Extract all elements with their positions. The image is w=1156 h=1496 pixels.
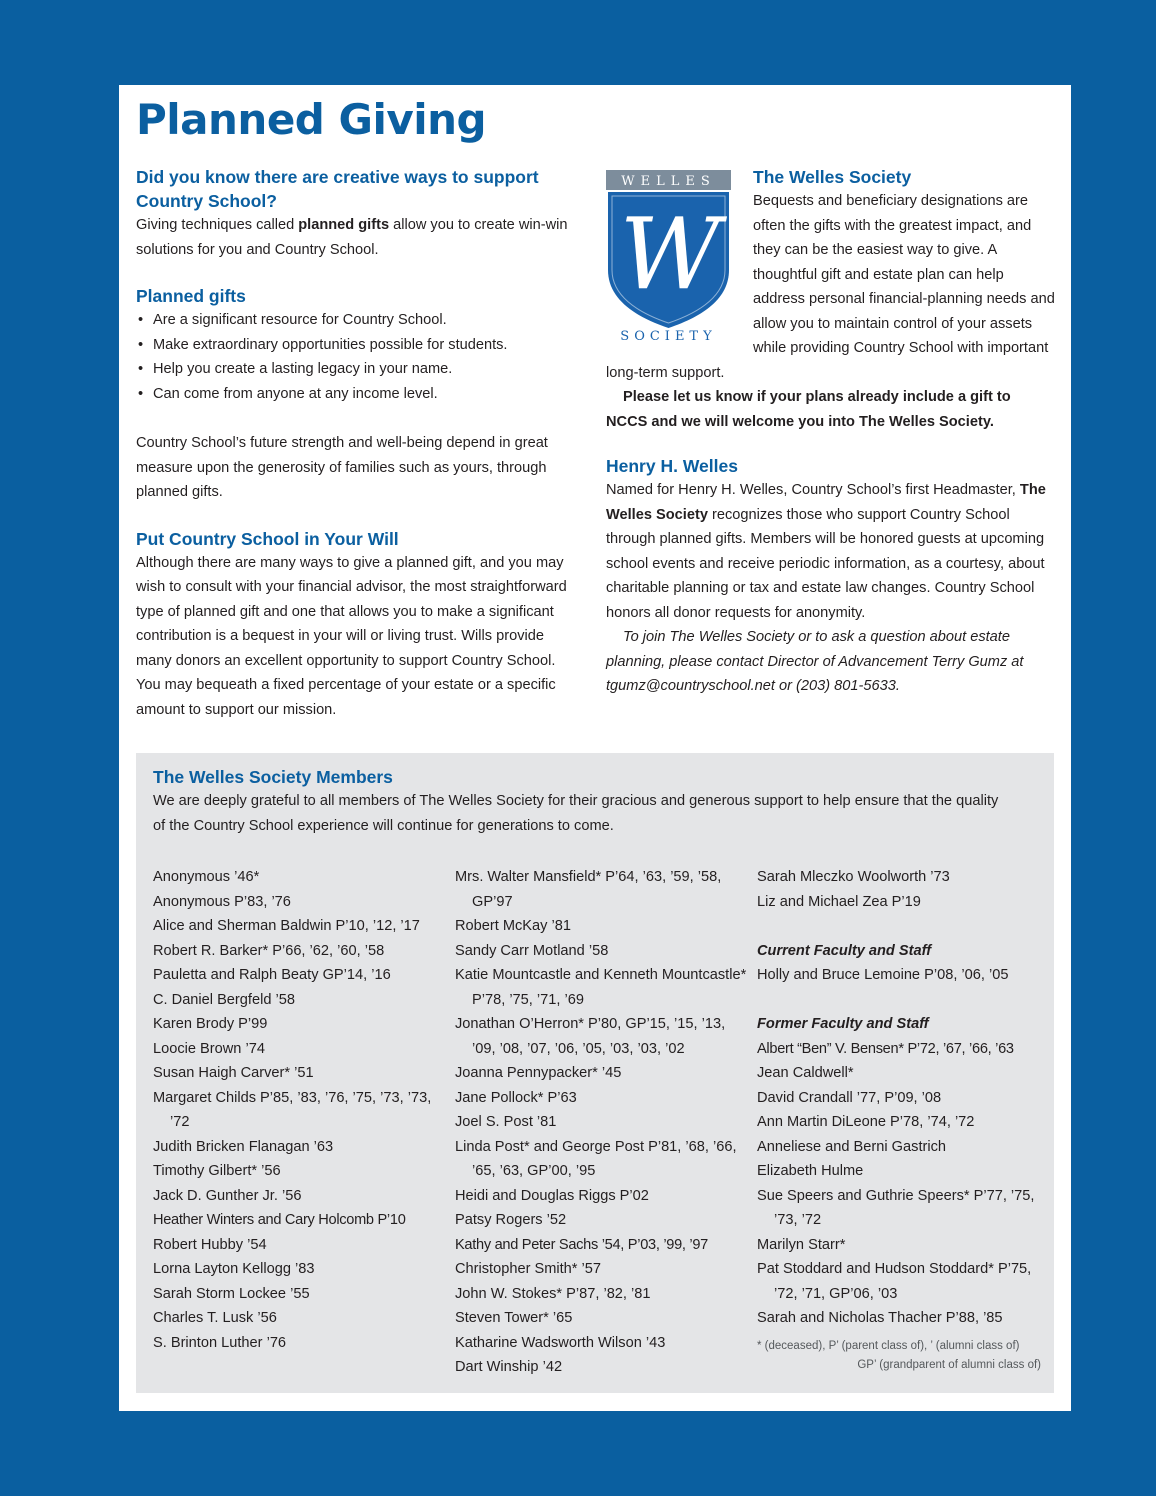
member-entry: Anonymous ’46* — [153, 869, 260, 885]
member-entry: Christopher Smith* ’57 — [455, 1261, 602, 1277]
intro-paragraph — [136, 213, 581, 262]
intro-heading: Did you know there are creative ways to support Country School? — [136, 167, 539, 211]
intro-text: Giving techniques called — [136, 217, 299, 233]
member-entry: Margaret Childs P’85, ’83, ’76, ’75, ’73, ’73, ’72 — [153, 1089, 432, 1130]
member-entry: Charles T. Lusk ’56 — [153, 1310, 277, 1326]
members-column-1 — [153, 865, 448, 1355]
member-entry: Jean Caldwell* — [757, 1065, 854, 1081]
right-column — [606, 165, 1056, 699]
henry-welles-heading: Henry H. Welles — [606, 456, 738, 476]
member-entry: Susan Haigh Carver* ’51 — [153, 1065, 314, 1081]
list-item: • Can come from anyone at any income level. — [136, 382, 581, 407]
member-entry: Mrs. Walter Mansfield* P’64, ’63, ’59, ’58, GP’97 — [455, 869, 722, 910]
member-entry: Robert R. Barker* P’66, ’62, ’60, ’58 — [153, 942, 385, 959]
page — [119, 85, 1071, 1411]
footnote-line: * (deceased), P’ (parent class of), ’ (alumni class of) — [757, 1339, 1020, 1352]
henry-text-end: recognizes those who support Country School through planned gifts. Members will be honored guests at upcoming school events and receive periodic information, as a courtesy, about charitable planning or tax and estate law changes. Country School honors all donor requests for anonymity. — [606, 506, 1045, 621]
member-entry: Lorna Layton Kellogg ’83 — [153, 1261, 315, 1277]
members-intro: We are deeply grateful to all members of The Welles Society for their gracious and generous support to help ensure that the quality of the Country School experience will continue for generations to come. — [153, 793, 999, 834]
list-item: • Make extraordinary opportunities possible for students. — [136, 333, 581, 358]
member-entry: Elizabeth Hulme — [757, 1163, 864, 1179]
member-entry: Jane Pollock* P’63 — [455, 1089, 577, 1106]
member-entry: Marilyn Starr* — [757, 1236, 846, 1253]
member-entry: S. Brinton Luther ’76 — [153, 1334, 287, 1351]
page-title: Planned Giving — [136, 95, 487, 144]
member-entry: David Crandall ’77, P’09, ’08 — [757, 1089, 942, 1106]
member-entry: Heather Winters and Cary Holcomb P’10 — [153, 1212, 406, 1228]
member-entry: Robert McKay ’81 — [455, 918, 571, 934]
member-entry: Joanna Pennypacker* ’45 — [455, 1065, 622, 1081]
member-entry: Sarah and Nicholas Thacher P’88, ’85 — [757, 1310, 1003, 1326]
member-entry: Patsy Rogers ’52 — [455, 1212, 567, 1228]
will-heading: Put Country School in Your Will — [136, 528, 399, 549]
member-entry: Holly and Bruce Lemoine P’08, ’06, ’05 — [757, 967, 1009, 983]
planned-gifts-heading: Planned gifts — [136, 286, 246, 306]
members-panel — [136, 753, 1054, 1393]
contact-paragraph: To join The Welles Society or to ask a question about estate planning, please contact Director of Advancement Terry Gumz at tgumz@countryschool.net or (203) 801-5633. — [606, 629, 1024, 694]
former-faculty-label: Former Faculty and Staff — [757, 1016, 929, 1032]
list-item: • Are a significant resource for Country School. — [136, 308, 581, 333]
member-entry: Sarah Mleczko Woolworth ’73 — [757, 869, 950, 885]
member-entry: Anonymous P’83, ’76 — [153, 893, 291, 910]
member-entry: Dart Winship ’42 — [455, 1359, 563, 1375]
left-column — [136, 165, 581, 722]
member-entry: Steven Tower* ’65 — [455, 1310, 573, 1326]
member-entry: Albert “Ben” V. Bensen* P’72, ’67, ’66, ’63 — [757, 1040, 1014, 1057]
member-entry: Pauletta and Ralph Beaty GP’14, ’16 — [153, 967, 391, 983]
logo-letter: W — [619, 198, 721, 312]
members-heading: The Welles Society Members — [153, 767, 393, 787]
member-entry: Karen Brody P’99 — [153, 1016, 268, 1032]
member-entry: Kathy and Peter Sachs ’54, P’03, ’99, ’97 — [455, 1236, 708, 1253]
member-entry: John W. Stokes* P’87, ’82, ’81 — [455, 1285, 651, 1302]
member-entry: Liz and Michael Zea P’19 — [757, 893, 921, 910]
will-paragraph: Although there are many ways to give a planned gift, and you may wish to consult with your financial advisor, the most straightforward type of planned gift and one that allows you to make a significant contribution is a bequest in your will or living trust. Wills provide many donors an excellent opportunity to support Country School. You may bequeath a fixed percentage of your estate or a specific amount to support our mission. — [136, 554, 567, 718]
members-column-2 — [455, 865, 750, 1380]
footnote — [757, 1337, 1047, 1375]
member-entry: Loocie Brown ’74 — [153, 1040, 265, 1057]
future-strength-paragraph: Country School’s future strength and well-being depend in great measure upon the generosity of families such as yours, through planned gifts. — [136, 435, 548, 500]
member-entry: Timothy Gilbert* ’56 — [153, 1163, 281, 1179]
list-item: • Help you create a lasting legacy in your name. — [136, 357, 581, 382]
member-entry: Sarah Storm Lockee ’55 — [153, 1285, 310, 1302]
member-entry: Jack D. Gunther Jr. ’56 — [153, 1187, 302, 1204]
planned-gifts-term: planned gifts — [298, 217, 390, 233]
planned-gifts-list — [136, 308, 581, 406]
henry-welles-paragraph — [606, 478, 1056, 625]
welles-society-logo — [606, 170, 731, 345]
member-entry: Ann Martin DiLeone P’78, ’74, ’72 — [757, 1114, 975, 1130]
member-entry: Sue Speers and Guthrie Speers* P’77, ’75, ’73, ’72 — [757, 1187, 1035, 1228]
member-entry: Sandy Carr Motland ’58 — [455, 942, 609, 959]
intro-text-end: allow you to create win-win solutions for you and Country School. — [136, 217, 568, 258]
logo-bottom-text: SOCIETY — [620, 329, 717, 344]
welles-society-paragraph: Bequests and beneficiary designations are often the gifts with the greatest impact, and they can be the easiest way to give. A thoughtful gift and estate plan can help address personal financial-planning needs and allow you to maintain control of your assets while providing Country School with important long-term support. — [606, 193, 1055, 381]
member-entry: Anneliese and Berni Gastrich — [757, 1138, 947, 1155]
footnote-line: GP’ (grandparent of alumni class of) — [857, 1358, 1041, 1371]
welles-society-invite: Please let us know if your plans already include a gift to NCCS and we will welcome you into The Welles Society. — [606, 389, 1011, 430]
henry-text: Named for Henry H. Welles, Country School’s first Headmaster, — [606, 482, 1020, 498]
member-entry: Katharine Wadsworth Wilson ’43 — [455, 1334, 666, 1351]
logo-top-text: WELLES — [621, 174, 716, 189]
members-column-3 — [757, 865, 1047, 1375]
members-header — [153, 765, 1013, 839]
current-faculty-label: Current Faculty and Staff — [757, 942, 932, 959]
member-entry: Alice and Sherman Baldwin P’10, ’12, ’17 — [153, 918, 420, 934]
member-entry: Joel S. Post ’81 — [455, 1114, 557, 1130]
member-entry: Robert Hubby ’54 — [153, 1236, 267, 1253]
society-name: The Welles Society — [606, 482, 1046, 523]
welles-society-heading: The Welles Society — [753, 167, 912, 187]
member-entry: Linda Post* and George Post P’81, ’68, ’66, ’65, ’63, GP’00, ’95 — [455, 1138, 737, 1179]
member-entry: Pat Stoddard and Hudson Stoddard* P’75, ’72, ’71, GP’06, ’03 — [757, 1261, 1032, 1302]
member-entry: Jonathan O’Herron* P’80, GP’15, ’15, ’13, ’09, ’08, ’07, ’06, ’05, ’03, ’03, ’02 — [455, 1016, 726, 1057]
member-entry: Heidi and Douglas Riggs P’02 — [455, 1187, 649, 1204]
member-entry: C. Daniel Bergfeld ’58 — [153, 991, 295, 1008]
member-entry: Judith Bricken Flanagan ’63 — [153, 1138, 334, 1155]
member-entry: Katie Mountcastle and Kenneth Mountcastle* P’78, ’75, ’71, ’69 — [455, 967, 747, 1008]
